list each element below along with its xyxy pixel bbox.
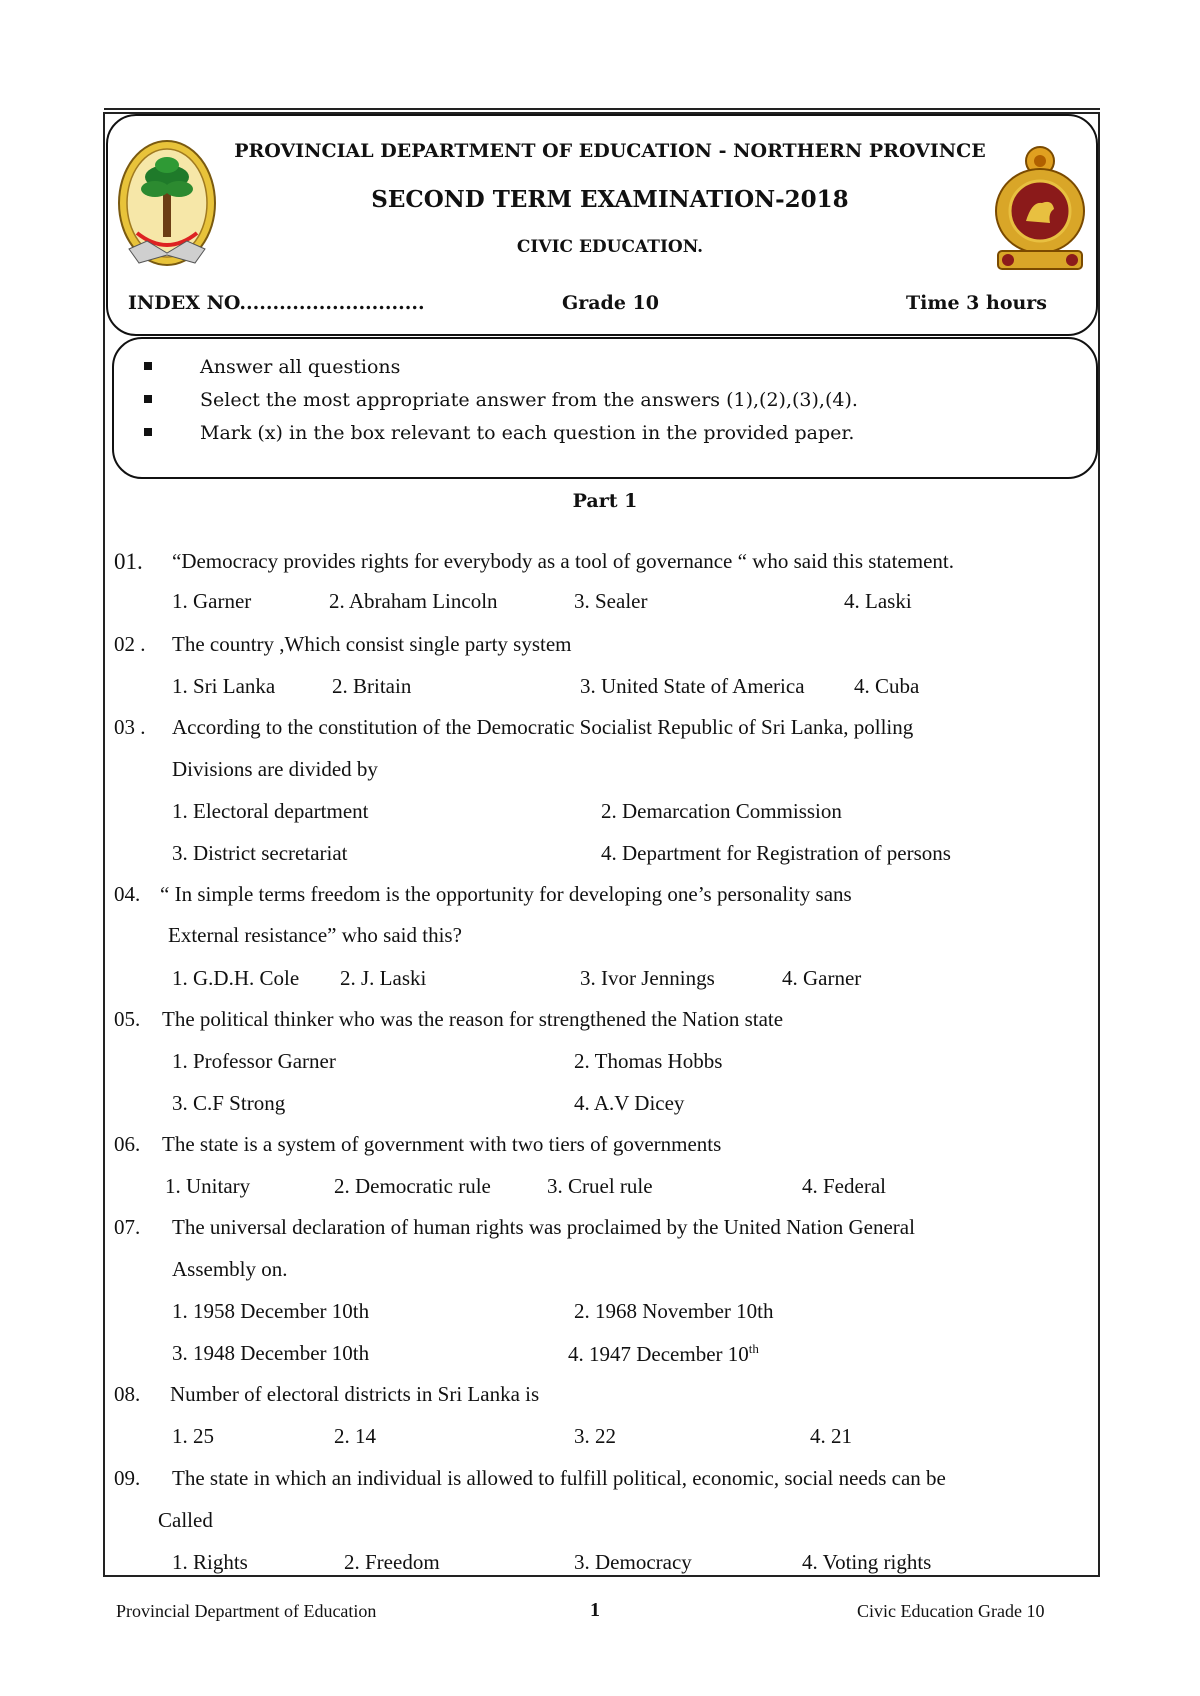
option: 2. Democratic rule bbox=[334, 1174, 491, 1198]
bullet-icon bbox=[144, 395, 152, 403]
time-label: Time 3 hours bbox=[906, 292, 1048, 314]
option: 3. Cruel rule bbox=[547, 1174, 653, 1198]
option: 1. Garner bbox=[172, 589, 252, 613]
option: 2. Demarcation Commission bbox=[601, 799, 842, 823]
question-text-continued: Divisions are divided by bbox=[172, 757, 378, 781]
option: 4. Department for Registration of persons bbox=[601, 841, 951, 865]
instruction-item: Answer all questions bbox=[144, 356, 400, 378]
option: 1. 1958 December 10th bbox=[172, 1299, 370, 1323]
option: 4. Federal bbox=[802, 1174, 886, 1198]
question-number: 07. bbox=[114, 1215, 141, 1239]
question-text: The universal declaration of human rights was proclaimed by the United Nation General bbox=[172, 1215, 915, 1239]
question-text-continued: Called bbox=[158, 1508, 213, 1532]
footer-department: Provincial Department of Education bbox=[116, 1601, 377, 1621]
index-no-field: INDEX NO............................ bbox=[128, 292, 425, 314]
option: 3. Ivor Jennings bbox=[580, 966, 715, 990]
question-text: “ In simple terms freedom is the opportunity for developing one’s personality sans bbox=[160, 882, 852, 906]
question-text: The state in which an individual is allowed to fulfill political, economic, social needs can be bbox=[172, 1466, 946, 1490]
option: 3. Sealer bbox=[574, 589, 648, 613]
instruction-item: Mark (x) in the box relevant to each question in the provided paper. bbox=[144, 422, 854, 444]
question-number: 09. bbox=[114, 1466, 141, 1490]
option: 3. C.F Strong bbox=[172, 1091, 286, 1115]
option: 2. Britain bbox=[332, 674, 412, 698]
option: 1. Rights bbox=[172, 1550, 248, 1574]
option: 3. District secretariat bbox=[172, 841, 348, 865]
question-text: According to the constitution of the Democratic Socialist Republic of Sri Lanka, polling bbox=[172, 715, 914, 739]
option: 4. 21 bbox=[810, 1424, 852, 1448]
option: 4. Cuba bbox=[854, 674, 920, 698]
question-number: 06. bbox=[114, 1132, 141, 1156]
question-number: 02 . bbox=[114, 632, 146, 656]
option: 2. Freedom bbox=[344, 1550, 440, 1574]
option: 2. Abraham Lincoln bbox=[329, 589, 498, 613]
option: 2. J. Laski bbox=[340, 966, 427, 990]
option: 3. United State of America bbox=[580, 674, 805, 698]
option: 1. Unitary bbox=[165, 1174, 251, 1198]
national-emblem-logo bbox=[990, 143, 1090, 277]
page-number: 1 bbox=[590, 1599, 600, 1621]
option: 4. Garner bbox=[782, 966, 862, 990]
question-text: “Democracy provides rights for everybody as a tool of governance “ who said this statement. bbox=[172, 549, 955, 573]
question-number: 01. bbox=[114, 549, 143, 574]
option: 2. 14 bbox=[334, 1424, 376, 1448]
option: 3. Democracy bbox=[574, 1550, 692, 1574]
question-text-continued: External resistance” who said this? bbox=[168, 923, 462, 947]
option: 3. 22 bbox=[574, 1424, 616, 1448]
bullet-icon bbox=[144, 428, 152, 436]
question-number: 03 . bbox=[114, 715, 146, 739]
option: 3. 1948 December 10th bbox=[172, 1341, 370, 1365]
question-text: The state is a system of government with two tiers of governments bbox=[162, 1132, 722, 1156]
option: 1. Professor Garner bbox=[172, 1049, 336, 1073]
option: 1. Sri Lanka bbox=[172, 674, 276, 698]
question-text-continued: Assembly on. bbox=[172, 1257, 288, 1281]
question-text: The country ,Which consist single party system bbox=[172, 632, 572, 656]
part-title: Part 1 bbox=[572, 490, 638, 512]
option: 4. 1947 December 10th bbox=[568, 1341, 759, 1366]
option: 2. 1968 November 10th bbox=[574, 1299, 774, 1323]
question-number: 04. bbox=[114, 882, 141, 906]
option: 2. Thomas Hobbs bbox=[574, 1049, 723, 1073]
grade-label: Grade 10 bbox=[562, 292, 659, 314]
question-number: 08. bbox=[114, 1382, 141, 1406]
footer-subject: Civic Education Grade 10 bbox=[857, 1601, 1045, 1621]
instruction-item: Select the most appropriate answer from the answers (1),(2),(3),(4). bbox=[144, 389, 858, 411]
option: 4. Laski bbox=[844, 589, 912, 613]
subject-title: CIVIC EDUCATION. bbox=[516, 237, 704, 257]
provincial-emblem-logo bbox=[115, 137, 220, 273]
option: 1. 25 bbox=[172, 1424, 214, 1448]
ordinal-suffix: th bbox=[748, 1341, 759, 1356]
option: 4. Voting rights bbox=[802, 1550, 932, 1574]
top-rule bbox=[104, 108, 1100, 110]
question-text: Number of electoral districts in Sri Lanka is bbox=[170, 1382, 540, 1406]
question-number: 05. bbox=[114, 1007, 141, 1031]
option: 1. Electoral department bbox=[172, 799, 369, 823]
department-title: PROVINCIAL DEPARTMENT OF EDUCATION - NORTHERN PROVINCE bbox=[234, 140, 986, 162]
option: 1. G.D.H. Cole bbox=[172, 966, 300, 990]
bullet-icon bbox=[144, 362, 152, 370]
exam-title: SECOND TERM EXAMINATION-2018 bbox=[371, 186, 849, 213]
option: 4. A.V Dicey bbox=[574, 1091, 685, 1115]
question-text: The political thinker who was the reason for strengthened the Nation state bbox=[162, 1007, 784, 1031]
